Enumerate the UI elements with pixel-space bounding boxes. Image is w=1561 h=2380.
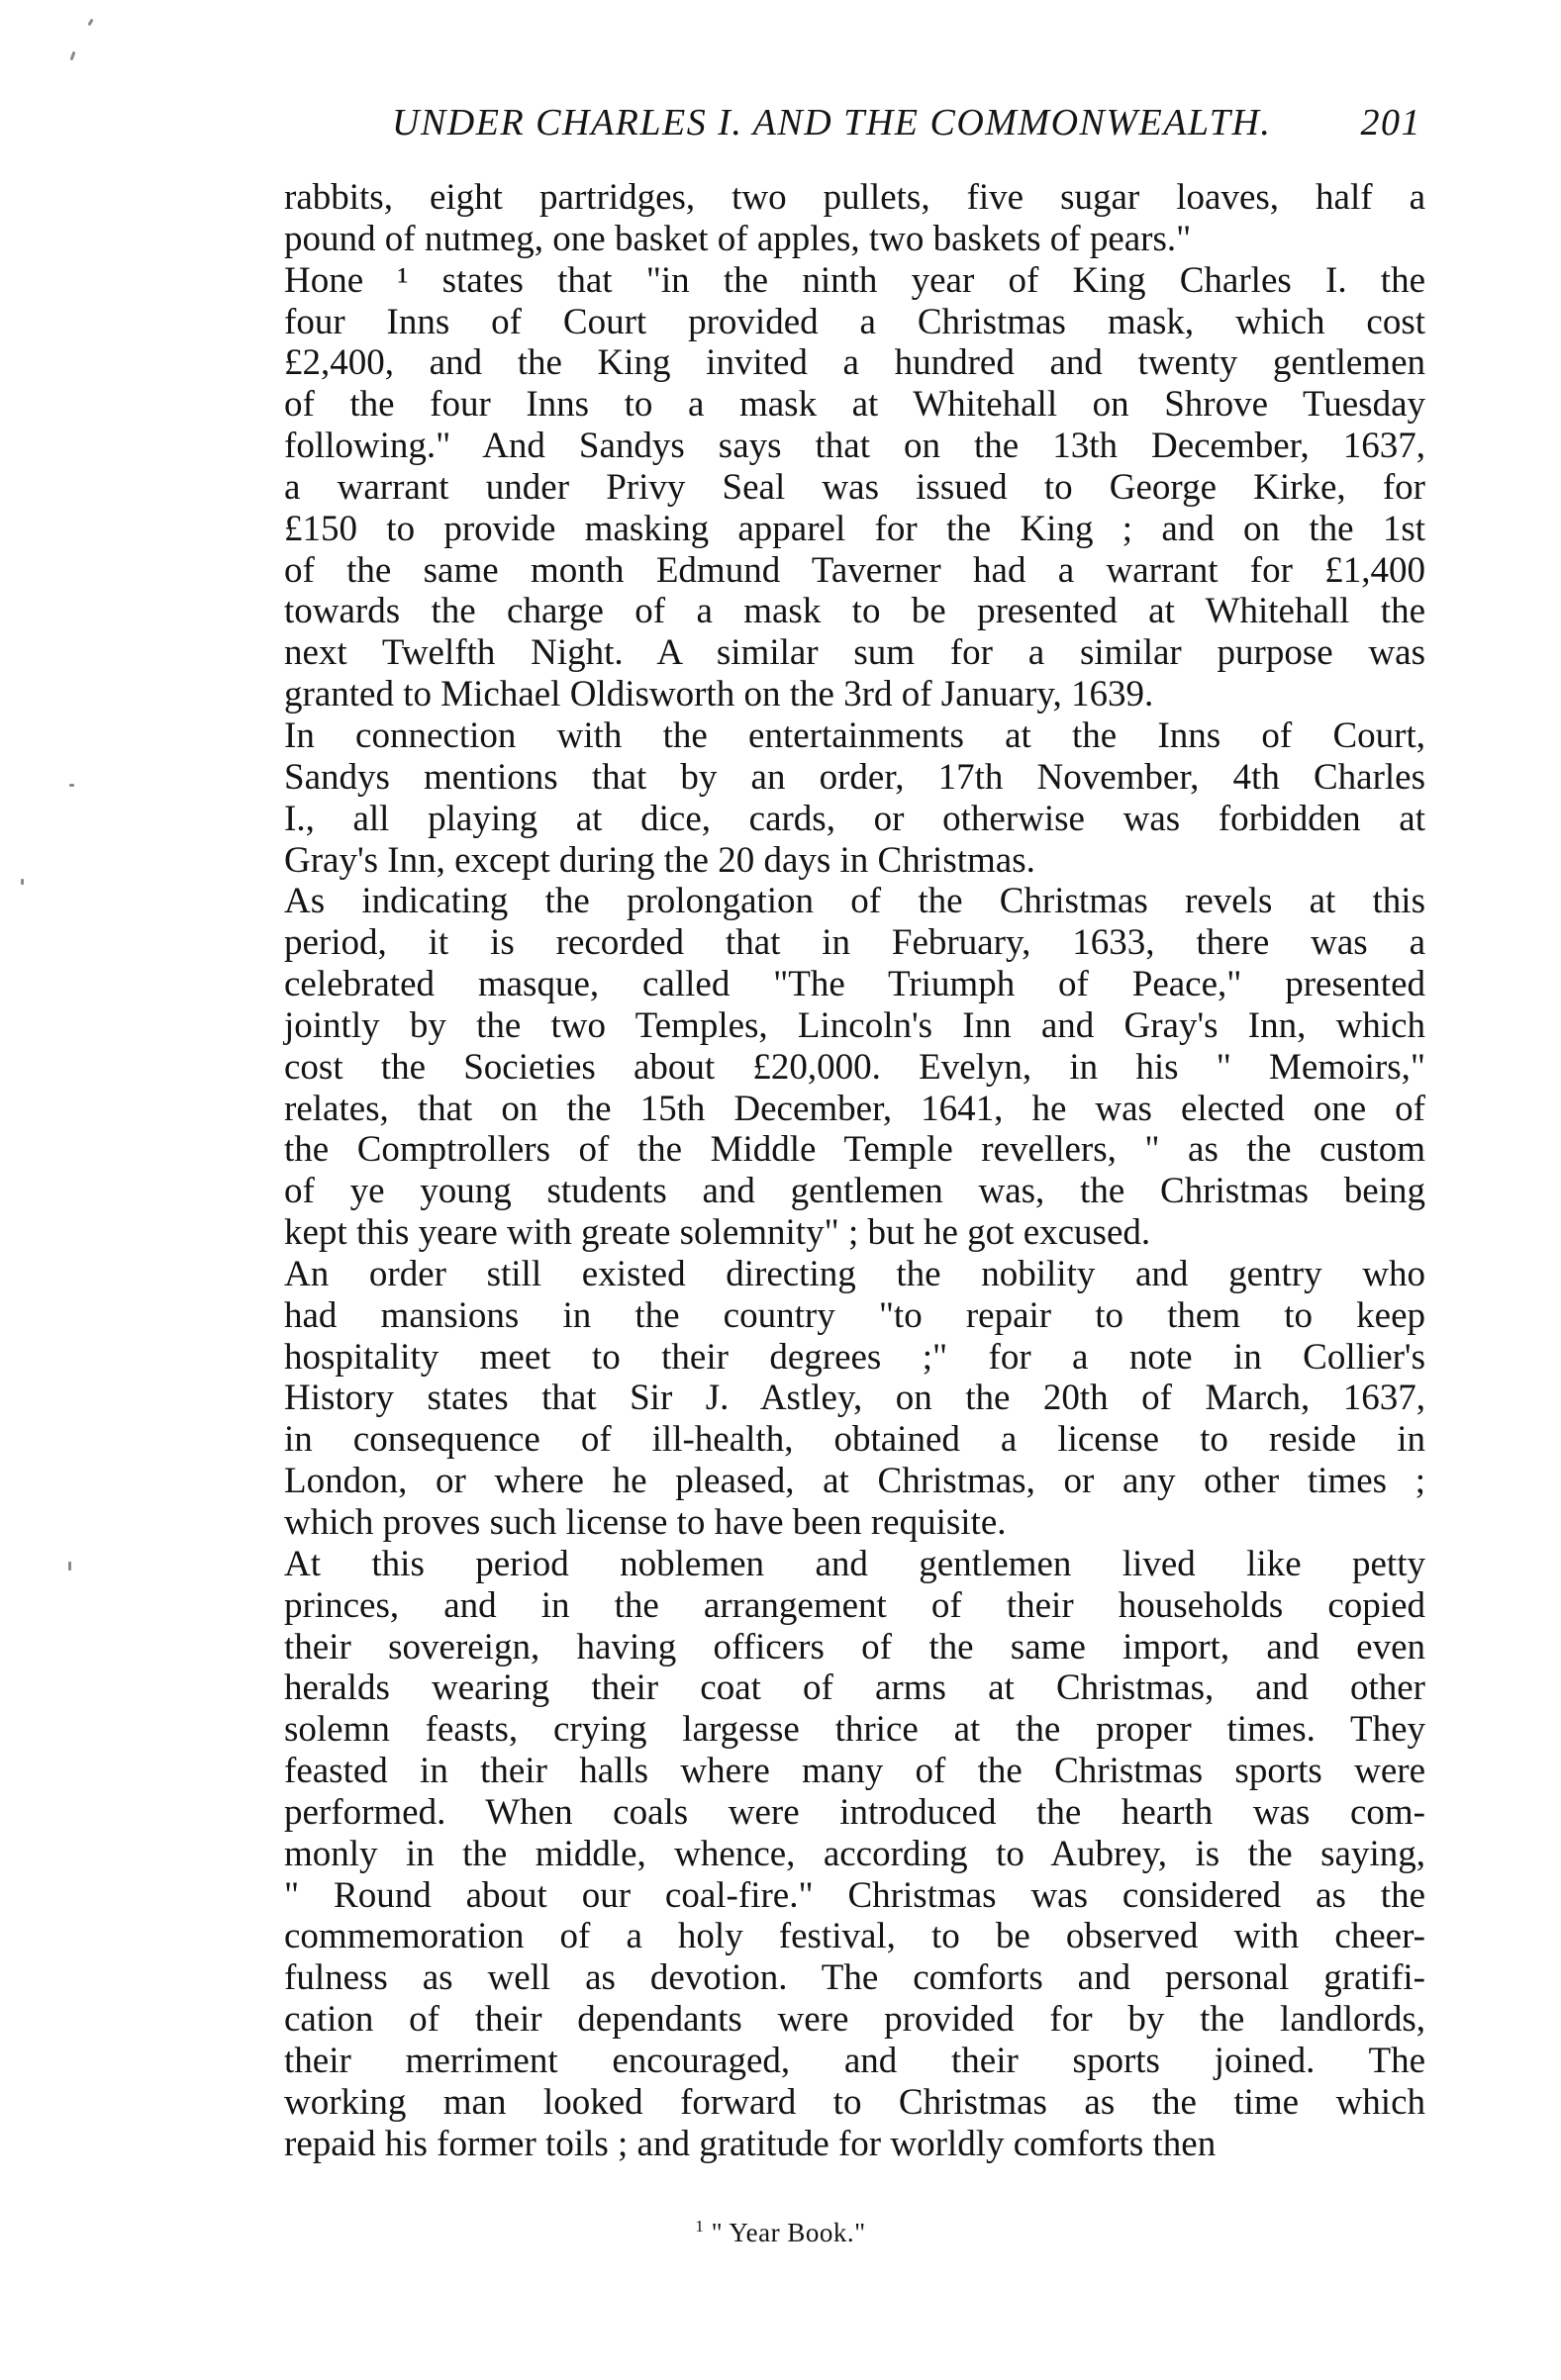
body-line: hospitality meet to their degrees ;" for a note in Collier's — [284, 1336, 1425, 1378]
body-line: Gray's Inn, except during the 20 days in Christmas. — [284, 839, 1035, 881]
body-line: relates, that on the 15th December, 1641, he was elected one of — [284, 1088, 1425, 1129]
body-line: An order still existed directing the nobility and gentry who — [284, 1253, 1425, 1294]
margin-mark — [87, 19, 93, 27]
body-line: feasted in their halls where many of the Christmas sports were — [284, 1751, 1425, 1792]
body-line: " Round about our coal-fire." Christmas was considered as the — [284, 1874, 1425, 1916]
body-line: jointly by the two Temples, Lincoln's Inn and Gray's Inn, which — [284, 1004, 1425, 1046]
page-number: 201 — [1360, 102, 1421, 143]
body-line: monly in the middle, whence, according to Aubrey, is the saying, — [284, 1833, 1425, 1874]
margin-mark — [21, 879, 24, 885]
body-line: cation of their dependants were provided for by the landlords, — [284, 1999, 1425, 2041]
body-line: At this period noblemen and gentlemen lived like petty — [284, 1543, 1425, 1584]
body-line: celebrated masque, called "The Triumph of Peace," presented — [284, 964, 1425, 1005]
body-line: granted to Michael Oldisworth on the 3rd of January, 1639. — [284, 674, 1154, 715]
body-line: In connection with the entertainments at the Inns of Court, — [284, 714, 1425, 756]
body-line: performed. When coals were introduced the hearth was com- — [284, 1791, 1425, 1833]
body-line: Hone ¹ states that "in the ninth year of King Charles I. the — [284, 259, 1425, 301]
body-text — [284, 177, 1425, 2165]
footnote-marker: 1 — [695, 2217, 705, 2236]
body-line: £2,400, and the King invited a hundred and twenty gentlemen — [284, 342, 1425, 384]
body-line: London, or where he pleased, at Christmas, or any other times ; — [284, 1461, 1425, 1502]
body-line: which proves such license to have been requisite. — [284, 1502, 1007, 1543]
body-line: commemoration of a holy festival, to be observed with cheer- — [284, 1916, 1425, 1957]
body-line: their merriment encouraged, and their sports joined. The — [284, 2040, 1425, 2081]
body-line: kept this yeare with greate solemnity" ; but he got excused. — [284, 1212, 1151, 1254]
body-line: £150 to provide masking apparel for the King ; and on the 1st — [284, 508, 1425, 549]
body-line: following." And Sandys says that on the 13th December, 1637, — [284, 426, 1425, 467]
footnote-text: " Year Book." — [711, 2218, 866, 2247]
body-line: next Twelfth Night. A similar sum for a similar purpose was — [284, 632, 1425, 674]
body-line: History states that Sir J. Astley, on the 20th of March, 1637, — [284, 1378, 1425, 1419]
body-line: of ye young students and gentlemen was, the Christmas being — [284, 1171, 1425, 1212]
body-line: period, it is recorded that in February, 1633, there was a — [284, 922, 1425, 964]
running-head — [392, 97, 1421, 148]
body-line: pound of nutmeg, one basket of apples, two baskets of pears." — [284, 218, 1192, 259]
body-line: had mansions in the country "to repair to them to keep — [284, 1294, 1425, 1336]
running-head-title: UNDER CHARLES I. AND THE COMMONWEALTH. — [392, 102, 1272, 143]
body-line: cost the Societies about £20,000. Evelyn, in his " Memoirs," — [284, 1046, 1425, 1088]
body-line: solemn feasts, crying largesse thrice at the proper times. They — [284, 1709, 1425, 1751]
body-line: As indicating the prolongation of the Christmas revels at this — [284, 881, 1425, 922]
body-line: the Comptrollers of the Middle Temple revellers, " as the custom — [284, 1129, 1425, 1171]
body-line: repaid his former toils ; and gratitude for worldly comforts then — [284, 2123, 1217, 2164]
body-line: four Inns of Court provided a Christmas mask, which cost — [284, 301, 1425, 342]
margin-mark — [69, 784, 74, 787]
body-line: of the four Inns to a mask at Whitehall on Shrove Tuesday — [284, 384, 1425, 426]
body-line: of the same month Edmund Taverner had a warrant for £1,400 — [284, 549, 1425, 591]
body-line: Sandys mentions that by an order, 17th November, 4th Charles — [284, 756, 1425, 798]
body-line: working man looked forward to Christmas as the time which — [284, 2081, 1425, 2123]
body-line: I., all playing at dice, cards, or otherwise was forbidden at — [284, 798, 1425, 839]
body-line: fulness as well as devotion. The comforts and personal gratifi- — [284, 1957, 1425, 1999]
margin-mark — [70, 51, 76, 60]
margin-mark — [68, 1562, 71, 1571]
body-line: a warrant under Privy Seal was issued to George Kirke, for — [284, 466, 1425, 508]
footnote — [0, 2209, 1561, 2250]
body-line: rabbits, eight partridges, two pullets, five sugar loaves, half a — [284, 177, 1425, 218]
body-line: towards the charge of a mask to be presented at Whitehall the — [284, 591, 1425, 632]
body-line: princes, and in the arrangement of their households copied — [284, 1584, 1425, 1626]
body-line: heralds wearing their coat of arms at Christmas, and other — [284, 1667, 1425, 1709]
body-line: their sovereign, having officers of the same import, and even — [284, 1626, 1425, 1667]
body-line: in consequence of ill-health, obtained a license to reside in — [284, 1419, 1425, 1461]
